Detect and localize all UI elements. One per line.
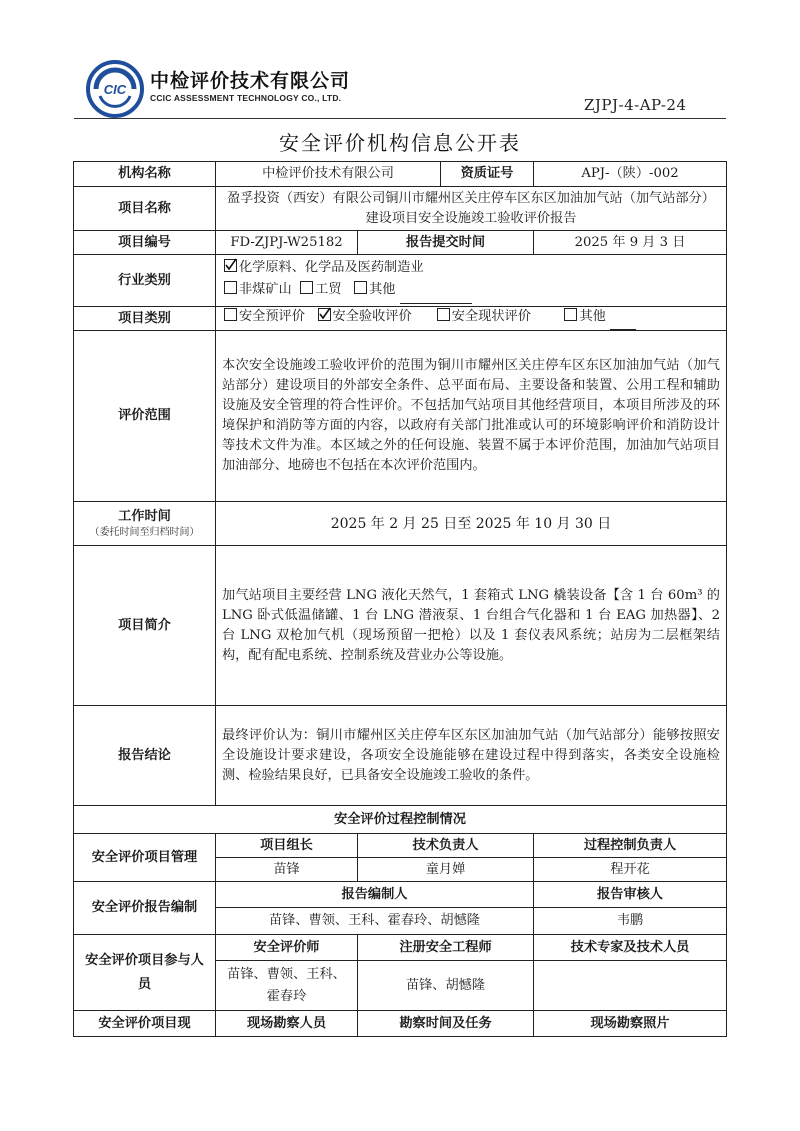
check-icon: [318, 307, 331, 322]
conclusion-label: 报告结论: [74, 706, 216, 806]
row-site-headers: [74, 1011, 727, 1037]
document-number: ZJPJ-4-AP-24: [584, 96, 687, 114]
type-checkbox-pre[interactable]: [224, 308, 237, 321]
mgmt-header-tech: 技术负责人: [358, 834, 534, 858]
industry-checkbox-trade[interactable]: [300, 281, 313, 294]
row-industry: [74, 255, 727, 307]
mgmt-value-leader: 苗锋: [216, 858, 358, 882]
scope-label: 评价范围: [74, 331, 216, 502]
row-report-headers: [74, 882, 727, 908]
conclusion-value: 最终评价认为：铜川市耀州区关庄停车区东区加油加气站（加气站部分）能够按照安全设施设计要求建设，各项安全设施能够在建设过程中得到落实，各类安全设施检测、检验结果良好，已具备安全设施竣工验收的条件。: [216, 706, 727, 806]
mgmt-header-leader: 项目组长: [216, 834, 358, 858]
site-header-staff: 现场勘察人员: [216, 1011, 358, 1037]
type-label: 项目类别: [74, 307, 216, 331]
worktime-sub: （委托时间至归档时间）: [89, 526, 200, 538]
staff-header-experts: 技术专家及技术人员: [534, 935, 727, 961]
industry-option-other: 其他: [369, 282, 396, 297]
intro-value: 加气站项目主要经营 LNG 液化天然气，1 套箱式 LNG 橇装设备【含 1 台 60m³ 的 LNG 卧式低温储罐、1 台 LNG 潜液泵、1 台组合气化器和 1 台 EAG 加热器】、2 台 LNG 双枪加气机（现场预留一把枪）以及 1 套仪表风系统；站房为二层框架结构，配有配电系统、控制系统及营业办公等设施。: [216, 546, 727, 706]
row-worktime: [74, 502, 727, 546]
row-scope: [74, 331, 727, 502]
type-option-pre: 安全预评价: [239, 309, 305, 324]
company-logo-icon: [86, 60, 144, 118]
row-org: [74, 162, 727, 187]
site-header-time: 勘察时间及任务: [358, 1011, 534, 1037]
industry-option-trade: 工贸: [315, 282, 342, 297]
worktime-cell: [74, 502, 216, 546]
site-label: 安全评价项目现: [74, 1011, 216, 1037]
industry-checkbox-other[interactable]: [354, 281, 367, 294]
row-project: [74, 187, 727, 231]
type-other-blank[interactable]: [610, 309, 636, 330]
type-option-other: 其他: [579, 309, 606, 324]
cert-label: 资质证号: [441, 162, 534, 187]
type-checkbox-status[interactable]: [437, 308, 450, 321]
staff-header-evaluators: 安全评价师: [216, 935, 358, 961]
industry-label: 行业类别: [74, 255, 216, 307]
staff-value-experts: [534, 961, 727, 1011]
industry-option-chemical: 化学原料、化学品及医药制造业: [239, 260, 424, 275]
mgmt-value-control: 程开花: [534, 858, 727, 882]
report-value-reviewer: 韦鹏: [534, 908, 727, 935]
type-option-status: 安全现状评价: [451, 309, 531, 324]
row-intro: [74, 546, 727, 706]
project-label: 项目名称: [74, 187, 216, 231]
project-value: 盈孚投资（西安）有限公司铜川市耀州区关庄停车区东区加油加气站（加气站部分）建设项目安全设施竣工验收评价报告: [216, 187, 727, 231]
mgmt-label: 安全评价项目管理: [74, 834, 216, 882]
row-mgmt-headers: [74, 834, 727, 858]
org-label: 机构名称: [74, 162, 216, 187]
type-checkbox-acceptance[interactable]: [318, 308, 331, 321]
info-table: [73, 161, 727, 1037]
report-header-writers: 报告编制人: [216, 882, 534, 908]
scope-value: 本次安全设施竣工验收评价的范围为铜川市耀州区关庄停车区东区加油加气站（加气站部分）建设项目的外部安全条件、总平面布局、主要设备和装置、公用工程和辅助设施及安全管理的符合性评价。不包括加气站项目其他经营项目，本项目所涉及的环境保护和消防等方面的内容，以政府有关部门批准或认可的环境影响评价和消防设计等技术文件为准。本区域之外的任何设施、装置不属于本评价范围，加油加气站项目加油部分、地磅也不包括在本次评价范围内。: [216, 331, 727, 502]
row-conclusion: [74, 706, 727, 806]
worktime-value: 2025 年 2 月 25 日至 2025 年 10 月 30 日: [216, 502, 727, 546]
row-type: [74, 307, 727, 331]
code-label: 项目编号: [74, 231, 216, 255]
report-header-reviewer: 报告审核人: [534, 882, 727, 908]
mgmt-header-control: 过程控制负责人: [534, 834, 727, 858]
industry-checkbox-mining[interactable]: [224, 281, 237, 294]
row-code: [74, 231, 727, 255]
code-value: FD-ZJPJ-W25182: [216, 231, 358, 255]
process-heading: 安全评价过程控制情况: [74, 806, 727, 834]
mgmt-value-tech: 童月婵: [358, 858, 534, 882]
industry-checkbox-chemical[interactable]: [224, 259, 237, 272]
industry-option-mining: 非煤矿山: [239, 282, 292, 297]
report-value-writers: 苗锋、曹领、王科、霍春玲、胡憾隆: [216, 908, 534, 935]
staff-header-engineers: 注册安全工程师: [358, 935, 534, 961]
submit-label: 报告提交时间: [358, 231, 534, 255]
industry-other-blank[interactable]: [400, 281, 472, 304]
row-process-heading: [74, 806, 727, 834]
type-checkbox-other[interactable]: [564, 308, 577, 321]
staff-value-evaluators: 苗锋、曹领、王科、霍春玲: [216, 961, 358, 1011]
page-title: 安全评价机构信息公开表: [279, 131, 521, 155]
type-options: [216, 307, 727, 331]
staff-label: 安全评价项目参与人员: [74, 935, 216, 1011]
intro-label: 项目简介: [74, 546, 216, 706]
company-name-cn: 中检评价技术有限公司: [150, 70, 351, 92]
staff-value-engineers: 苗锋、胡憾隆: [358, 961, 534, 1011]
report-label: 安全评价报告编制: [74, 882, 216, 935]
type-option-acceptance: 安全验收评价: [332, 309, 412, 324]
site-header-photos: 现场勘察照片: [534, 1011, 727, 1037]
worktime-label: 工作时间: [118, 508, 171, 524]
cert-value: APJ-（陕）-002: [534, 162, 727, 187]
check-icon: [224, 257, 237, 272]
submit-value: 2025 年 9 月 3 日: [534, 231, 727, 255]
header-divider: [74, 118, 726, 119]
row-staff-headers: [74, 935, 727, 961]
company-name-en: CCIC ASSESSMENT TECHNOLOGY CO., LTD.: [150, 93, 342, 103]
logo-text: CIC: [103, 82, 127, 97]
industry-options: [216, 255, 727, 307]
org-value: 中检评价技术有限公司: [216, 162, 441, 187]
